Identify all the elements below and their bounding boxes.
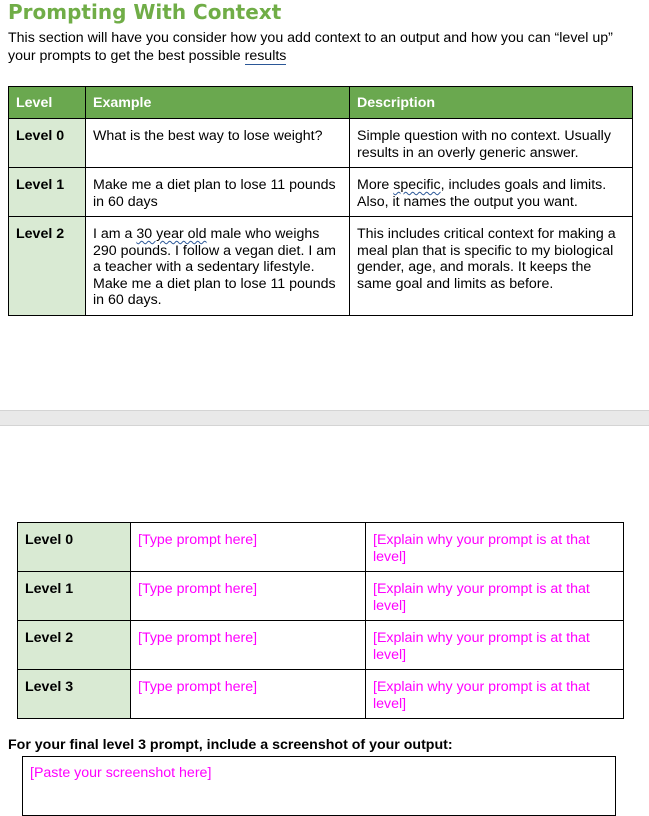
level-cell: Level 3 xyxy=(18,670,131,719)
student-prompt-table xyxy=(17,522,624,719)
example-cell[interactable]: What is the best way to lose weight? xyxy=(86,119,350,168)
example-cell[interactable] xyxy=(86,217,350,316)
table-row xyxy=(9,168,633,217)
table-row xyxy=(9,217,633,316)
grammar-flag-word[interactable]: 30 year old xyxy=(136,226,207,242)
page-break xyxy=(0,410,649,426)
screenshot-placeholder[interactable]: [Paste your screenshot here] xyxy=(30,765,212,781)
intro-link[interactable]: results xyxy=(244,48,287,64)
level-cell: Level 1 xyxy=(18,572,131,621)
table-row xyxy=(18,670,624,719)
table-row xyxy=(18,621,624,670)
level-cell: Level 2 xyxy=(18,621,131,670)
intro-paragraph xyxy=(8,29,628,65)
header-level: Level xyxy=(9,87,86,119)
screenshot-instruction: For your final level 3 prompt, include a screenshot of your output: xyxy=(8,737,453,753)
prompt-input-cell[interactable]: [Type prompt here] xyxy=(131,621,366,670)
page-title: Prompting With Context xyxy=(8,0,282,24)
table-row xyxy=(18,523,624,572)
description-text: , includes goals and limits. Also, it names the output you want. xyxy=(357,177,607,210)
grammar-flag-word[interactable]: specific xyxy=(393,177,441,193)
example-cell[interactable]: Make me a diet plan to lose 11 pounds in 60 days xyxy=(86,168,350,217)
example-table xyxy=(8,86,633,316)
table-row xyxy=(9,119,633,168)
level-cell: Level 0 xyxy=(9,119,86,168)
example-table-header xyxy=(9,87,633,119)
header-description: Description xyxy=(350,87,633,119)
level-cell: Level 1 xyxy=(9,168,86,217)
description-cell[interactable]: This includes critical context for making a meal plan that is specific to my biological gender, age, and morals. It keeps the same goal and limits as before. xyxy=(350,217,633,316)
example-text: I am a xyxy=(93,226,137,242)
description-cell[interactable] xyxy=(350,168,633,217)
explain-input-cell[interactable]: [Explain why your prompt is at that level] xyxy=(366,670,624,719)
explain-input-cell[interactable]: [Explain why your prompt is at that level] xyxy=(366,621,624,670)
explain-input-cell[interactable]: [Explain why your prompt is at that level] xyxy=(366,572,624,621)
explain-input-cell[interactable]: [Explain why your prompt is at that level] xyxy=(366,523,624,572)
prompt-input-cell[interactable]: [Type prompt here] xyxy=(131,670,366,719)
intro-text: This section will have you consider how you add context to an output and how you can “level up” your prompts to get the best possible xyxy=(8,30,613,64)
screenshot-box[interactable] xyxy=(22,756,616,816)
header-example: Example xyxy=(86,87,350,119)
description-cell[interactable]: Simple question with no context. Usually results in an overly generic answer. xyxy=(350,119,633,168)
prompt-input-cell[interactable]: [Type prompt here] xyxy=(131,572,366,621)
prompt-input-cell[interactable]: [Type prompt here] xyxy=(131,523,366,572)
description-text: More xyxy=(357,177,394,193)
table-row xyxy=(18,572,624,621)
example-text: male who weighs 290 pounds. I follow a vegan diet. I am a teacher with a sedentary lifestyle. Make me a diet plan to lose 11 pounds in 60 days. xyxy=(93,226,336,308)
level-cell: Level 2 xyxy=(9,217,86,316)
level-cell: Level 0 xyxy=(18,523,131,572)
